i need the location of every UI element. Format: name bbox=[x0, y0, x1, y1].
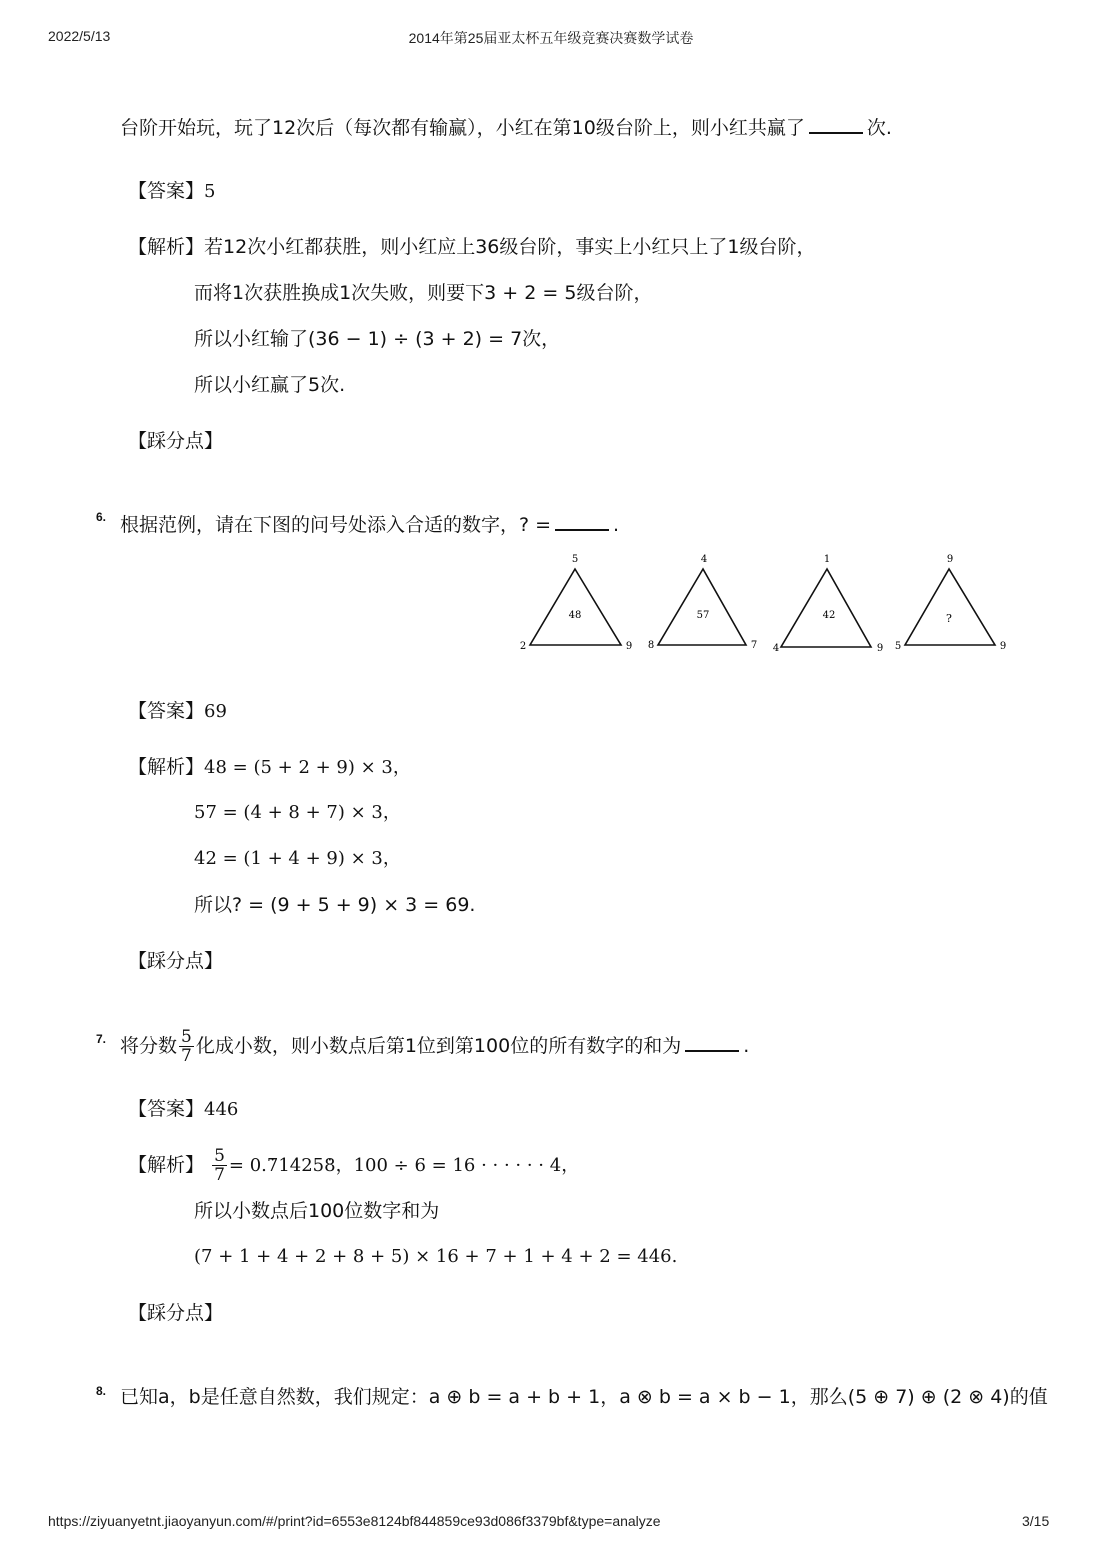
q5-points-label: 【踩分点】 bbox=[128, 430, 224, 452]
q5-stem bbox=[120, 115, 892, 141]
q7-stem bbox=[120, 1026, 749, 1066]
triangle-4-right: 9 bbox=[999, 641, 1007, 652]
header-date: 2022/5/13 bbox=[48, 28, 111, 44]
decimal-prefix: = 0. bbox=[228, 1155, 267, 1176]
fraction-numerator: 5 bbox=[181, 1027, 192, 1047]
repeating-dot-start: ˙ 7 bbox=[267, 1155, 278, 1176]
q5-stem-text: 台阶开始玩，玩了12次后（每次都有输赢），小红在第10级台阶上，则小红共赢了 bbox=[120, 117, 805, 139]
triangle-3-right: 9 bbox=[876, 643, 884, 654]
triangle-1-right: 9 bbox=[625, 641, 633, 652]
answer-label: 【答案】 bbox=[128, 700, 205, 722]
q7-answer bbox=[128, 1096, 238, 1123]
triangle-3-center: 42 bbox=[822, 610, 836, 621]
q5-analysis-2: 而将1次获胜换成1次失败，则要下3 + 2 = 5级台阶， bbox=[194, 282, 653, 304]
analysis-line: 若12次小红都获胜，则小红应上36级台阶，事实上小红只上了1级台阶， bbox=[204, 236, 816, 258]
q6-answer-blank bbox=[555, 512, 609, 531]
triangle-2-center: 57 bbox=[696, 610, 710, 621]
triangle-3 bbox=[773, 554, 883, 654]
analysis-label: 【解析】 bbox=[128, 236, 205, 258]
answer-value: 446 bbox=[204, 1099, 239, 1120]
question-number: 7. bbox=[96, 1032, 107, 1046]
question-number: 6. bbox=[96, 510, 107, 524]
fraction bbox=[179, 1028, 194, 1065]
header-title: 2014年第25届亚太杯五年级竞赛决赛数学试卷 bbox=[408, 30, 694, 46]
q6-stem bbox=[120, 512, 619, 538]
footer-page-number: 3/15 bbox=[1022, 1513, 1050, 1529]
q6-analysis-1 bbox=[128, 754, 411, 781]
triangle-4-left: 5 bbox=[894, 641, 902, 652]
q7-points-label: 【踩分点】 bbox=[128, 1302, 224, 1324]
q7-analysis-3: (7 + 1 + 4 + 2 + 8 + 5) × 16 + 7 + 1 + 4 + 2 = 446. bbox=[194, 1246, 678, 1267]
q5-answer-blank bbox=[809, 115, 863, 134]
footer-url[interactable]: https://ziyuanyetnt.jiaoyanyun.com/#/print?id=6553e8124bf844859ce93d086f3379bf&type=analyze bbox=[48, 1513, 661, 1529]
triangle-2-left: 8 bbox=[647, 640, 655, 651]
q7-answer-blank bbox=[685, 1033, 739, 1052]
q7-analysis-2: 所以小数点后100位数字和为 bbox=[194, 1200, 440, 1222]
repeating-digits: 1425 bbox=[278, 1155, 325, 1176]
q6-answer bbox=[128, 698, 227, 725]
q6-points-label: 【踩分点】 bbox=[128, 950, 224, 972]
triangle-1-left: 2 bbox=[519, 641, 527, 652]
q7-stem-text-2: 化成小数，则小数点后第1位到第100位的所有数字的和为 bbox=[195, 1035, 682, 1057]
repeating-dot-end: ˙ 8 bbox=[324, 1155, 335, 1176]
triangle-4-center: ? bbox=[946, 612, 952, 625]
q7-analysis-1 bbox=[128, 1142, 579, 1189]
answer-value: 69 bbox=[204, 701, 227, 722]
fraction-denominator: 7 bbox=[214, 1165, 225, 1185]
triangle-4 bbox=[895, 554, 1006, 652]
analysis-label: 【解析】 bbox=[128, 1154, 205, 1176]
q5-analysis-4: 所以小红赢了5次. bbox=[194, 374, 346, 396]
answer-label: 【答案】 bbox=[128, 1098, 205, 1120]
triangle-1-center: 48 bbox=[568, 610, 582, 621]
analysis-line: 48 = (5 + 2 + 9) × 3， bbox=[204, 757, 411, 778]
answer-label: 【答案】 bbox=[128, 180, 205, 202]
q8-stem: 已知a，b是任意自然数，我们规定：a ⊕ b = a + b + 1，a ⊗ b = a × b − 1，那么(5 ⊕ 7) ⊕ (2 ⊗ 4)的值 bbox=[120, 1386, 1048, 1408]
triangle-1 bbox=[520, 554, 632, 652]
triangle-3-left: 4 bbox=[772, 643, 780, 654]
q5-analysis-3: 所以小红输了(36 − 1) ÷ (3 + 2) = 7次， bbox=[194, 328, 561, 350]
triangle-figure bbox=[515, 548, 1015, 658]
triangle-2 bbox=[648, 554, 757, 651]
triangle-1-top: 5 bbox=[571, 554, 579, 565]
triangle-4-top: 9 bbox=[946, 554, 954, 565]
fraction bbox=[212, 1147, 227, 1184]
q6-analysis-2: 57 = (4 + 8 + 7) × 3， bbox=[194, 802, 401, 823]
triangle-2-right: 7 bbox=[750, 640, 758, 651]
question-number: 8. bbox=[96, 1384, 107, 1398]
analysis-label: 【解析】 bbox=[128, 756, 205, 778]
q6-analysis-4: 所以? = (9 + 5 + 9) × 3 = 69. bbox=[194, 894, 476, 916]
q7-stem-text: 将分数 bbox=[120, 1035, 178, 1057]
q5-answer bbox=[128, 178, 215, 205]
q5-analysis-1 bbox=[128, 234, 815, 260]
division-remainder: ，100 ÷ 6 = 16 · · · · · · 4， bbox=[335, 1155, 580, 1176]
fraction-numerator: 5 bbox=[214, 1146, 225, 1166]
q6-stem-text: 根据范例，请在下图的问号处添入合适的数字，? = bbox=[120, 514, 552, 536]
triangle-2-top: 4 bbox=[700, 554, 708, 565]
q6-analysis-3: 42 = (1 + 4 + 9) × 3， bbox=[194, 848, 401, 869]
q7-stem-end: . bbox=[743, 1035, 750, 1057]
answer-value: 5 bbox=[204, 181, 216, 202]
q6-stem-end: . bbox=[613, 514, 620, 536]
triangle-3-top: 1 bbox=[823, 554, 831, 565]
fraction-denominator: 7 bbox=[181, 1046, 192, 1066]
q5-stem-end: 次. bbox=[866, 117, 892, 139]
